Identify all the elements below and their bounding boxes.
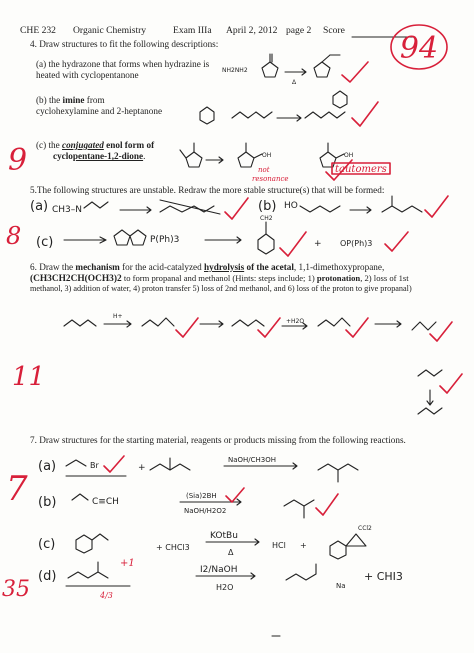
q6-check-1: [176, 318, 198, 337]
q6-step4: [412, 322, 436, 330]
q6-end: , 1,1-dimethoxypropane,: [293, 262, 385, 272]
q6-margin-score: 11: [12, 362, 46, 392]
q7b-alkyne: C≡CH: [92, 497, 119, 507]
q7-margin-score: 35: [2, 577, 30, 602]
q4-prompt: 4. Draw structures to fit the following descriptions:: [30, 39, 219, 49]
q4b-prefix: (b) the: [36, 95, 63, 105]
q5b-label: (b): [258, 199, 277, 214]
q5c-oppph3: OP(Ph)3: [340, 239, 373, 248]
q6-hplus: H+: [113, 313, 123, 320]
q7d-ketone: [68, 572, 108, 578]
q7c-product-ring: [330, 541, 346, 559]
q4b-suffix: from: [84, 95, 105, 105]
q5a-label: (a): [30, 199, 49, 214]
q6-line2-text: to form propanal and methanol (Hints: steps include; 1): [121, 273, 317, 283]
q7d-label: (d): [38, 569, 57, 584]
q5b-check: [425, 196, 448, 217]
q7d-note: 4/3: [100, 591, 113, 600]
q7a-br: Br: [90, 461, 99, 470]
q7d-reagent-top: I2/NaOH: [200, 565, 238, 575]
q7d-na: Na: [336, 582, 346, 590]
q4a-hydrazone: [314, 55, 340, 77]
q4a-check: [342, 62, 368, 82]
q6-step5: [418, 370, 442, 376]
q4c-note-resonance: resonance: [252, 175, 289, 183]
q4b-imine-chain: [305, 112, 345, 118]
q7c-cyclopropane: [346, 534, 366, 546]
q5c-check: [280, 232, 306, 256]
q6-h2o: +H2O: [286, 318, 305, 325]
q6-pre: 6. Draw the: [30, 262, 76, 272]
q4a-line1: (a) the hydrazone that forms when hydrazine is: [36, 59, 210, 69]
q7c-heat: Δ: [228, 548, 234, 557]
q7d-chi3: + CHI3: [364, 570, 403, 583]
svg-text:+: +: [314, 239, 322, 249]
header-score-label: Score: [323, 25, 345, 36]
q4b-imine: imine: [62, 95, 85, 105]
q7b-check: [226, 488, 244, 502]
q7b-label: (b): [38, 495, 57, 510]
q4c-period: .: [143, 151, 146, 161]
q4c-conjugated: conjugated: [62, 140, 104, 150]
q6-line2-end: , 2) loss of 1st: [360, 273, 409, 283]
q6-oxocarbenium: [232, 320, 264, 326]
q6-protonation: protonation: [316, 273, 361, 283]
q4b-cyclohexylamine: [200, 107, 214, 124]
q4c-note-tautomers: tautomers: [335, 164, 387, 175]
q5c-ring-a: [114, 230, 130, 245]
q5a-check: [225, 198, 248, 219]
q4a-cyclopentanone: [262, 54, 278, 77]
q5c-ring-b: [130, 230, 146, 245]
q6-protonated: [142, 318, 174, 326]
q4c-note-not: not: [258, 166, 270, 174]
q5-prompt: 5.The following structures are unstable. Redraw the more stable structure(s) that will be formed:: [30, 185, 385, 195]
q4a-heat: Δ: [292, 79, 297, 86]
q7b-reagent-top: (Sia)2BH: [186, 492, 217, 500]
q4c-oh-2: OH: [344, 152, 354, 159]
q6-mechanism: mechanism: [75, 262, 120, 272]
q6-acetal: [64, 320, 96, 326]
q4b-heptanone: [232, 112, 272, 118]
q7c-chcl3: + CHCl3: [156, 543, 190, 552]
q5c-check-2: [385, 232, 408, 251]
q6-check-2: [258, 318, 280, 337]
q7a-label: (a): [38, 459, 57, 474]
header-page: page 2: [286, 25, 312, 36]
q4c-prefix: (c) the: [36, 140, 63, 150]
q6-acetal: of the acetal: [244, 262, 294, 272]
q4c-oh-1: OH: [262, 152, 272, 159]
q4a-line2: heated with cyclopentanone: [36, 70, 139, 80]
q7d-carboxylate: [286, 574, 316, 580]
q4b-line2: cyclohexylamine and 2-heptanone: [36, 106, 163, 116]
q7d-reagent-bot: H2O: [216, 583, 234, 592]
q7-margin-7: 7: [6, 469, 28, 509]
q7b-product: [284, 500, 314, 506]
q5c-ch2: CH2: [260, 215, 273, 222]
q7a-substrate: [66, 460, 86, 466]
q6-check-3: [346, 318, 368, 337]
q5c-pph3: P(Ph)3: [150, 235, 180, 245]
q7c-hcl: HCl: [272, 541, 286, 550]
q7d-plus1: +1: [120, 558, 135, 569]
q5c-label: (c): [36, 235, 54, 250]
q5b-product: [382, 206, 422, 212]
q5a-text: CH3–N: [52, 205, 83, 215]
header-subject: Organic Chemistry: [73, 25, 147, 36]
q7c-reagent: KOtBu: [210, 531, 238, 541]
q4c-dione: [180, 143, 202, 167]
q6-hemiacetal: [318, 318, 350, 326]
q7a-check: [104, 456, 124, 472]
q7b-reagent-bot: NaOH/H2O2: [184, 507, 227, 515]
q4c-cyclo: cyclo: [53, 151, 73, 161]
q4a-reagent: NH2NH2: [222, 67, 248, 74]
q5-margin-score: 8: [6, 222, 22, 250]
q6-propanal: [418, 408, 442, 414]
q6-check-5: [440, 374, 462, 393]
header-exam: Exam IIIa: [173, 25, 212, 36]
score-value: 94: [399, 31, 439, 66]
svg-text:+: +: [138, 463, 146, 473]
q7c-ccl2: CCl2: [358, 525, 372, 532]
q4b-check: [352, 102, 378, 126]
q6-mid: for the acid-catalyzed: [119, 262, 204, 272]
q4-margin-score: 9: [8, 143, 28, 178]
q4c-dione: pentane-1,2-dione: [72, 151, 144, 161]
q5b-ho: HO: [284, 201, 298, 211]
q7a-reagent: NaOH/CH3OH: [228, 456, 277, 464]
q4c-mid: enol form of: [103, 140, 155, 150]
q4b-imine-ring: [333, 91, 347, 108]
q6-hydrolysis: hydrolysis: [204, 262, 245, 272]
q7c-styrene-ring: [76, 535, 92, 553]
q4c-enol-1: [238, 143, 262, 167]
q6-formula: (CH3CH2CH(OCH3)2: [30, 274, 122, 284]
q7-prompt: 7. Draw structures for the starting material, reagents or products missing from the following reactions.: [30, 435, 406, 445]
q7b-check-2: [316, 494, 338, 515]
q7c-label: (c): [38, 537, 56, 552]
q7a-product: [318, 464, 358, 470]
q5c-product-ring: [258, 234, 274, 254]
q7c-plus: +: [300, 541, 307, 550]
header-date: April 2, 2012: [226, 25, 278, 36]
q6-line3: methanol, 3) addition of water, 4) proton transfer 5) loss of 2nd methanol, and 6) loss of the proton to give propanal): [30, 284, 412, 293]
header-course: CHE 232: [20, 25, 56, 36]
